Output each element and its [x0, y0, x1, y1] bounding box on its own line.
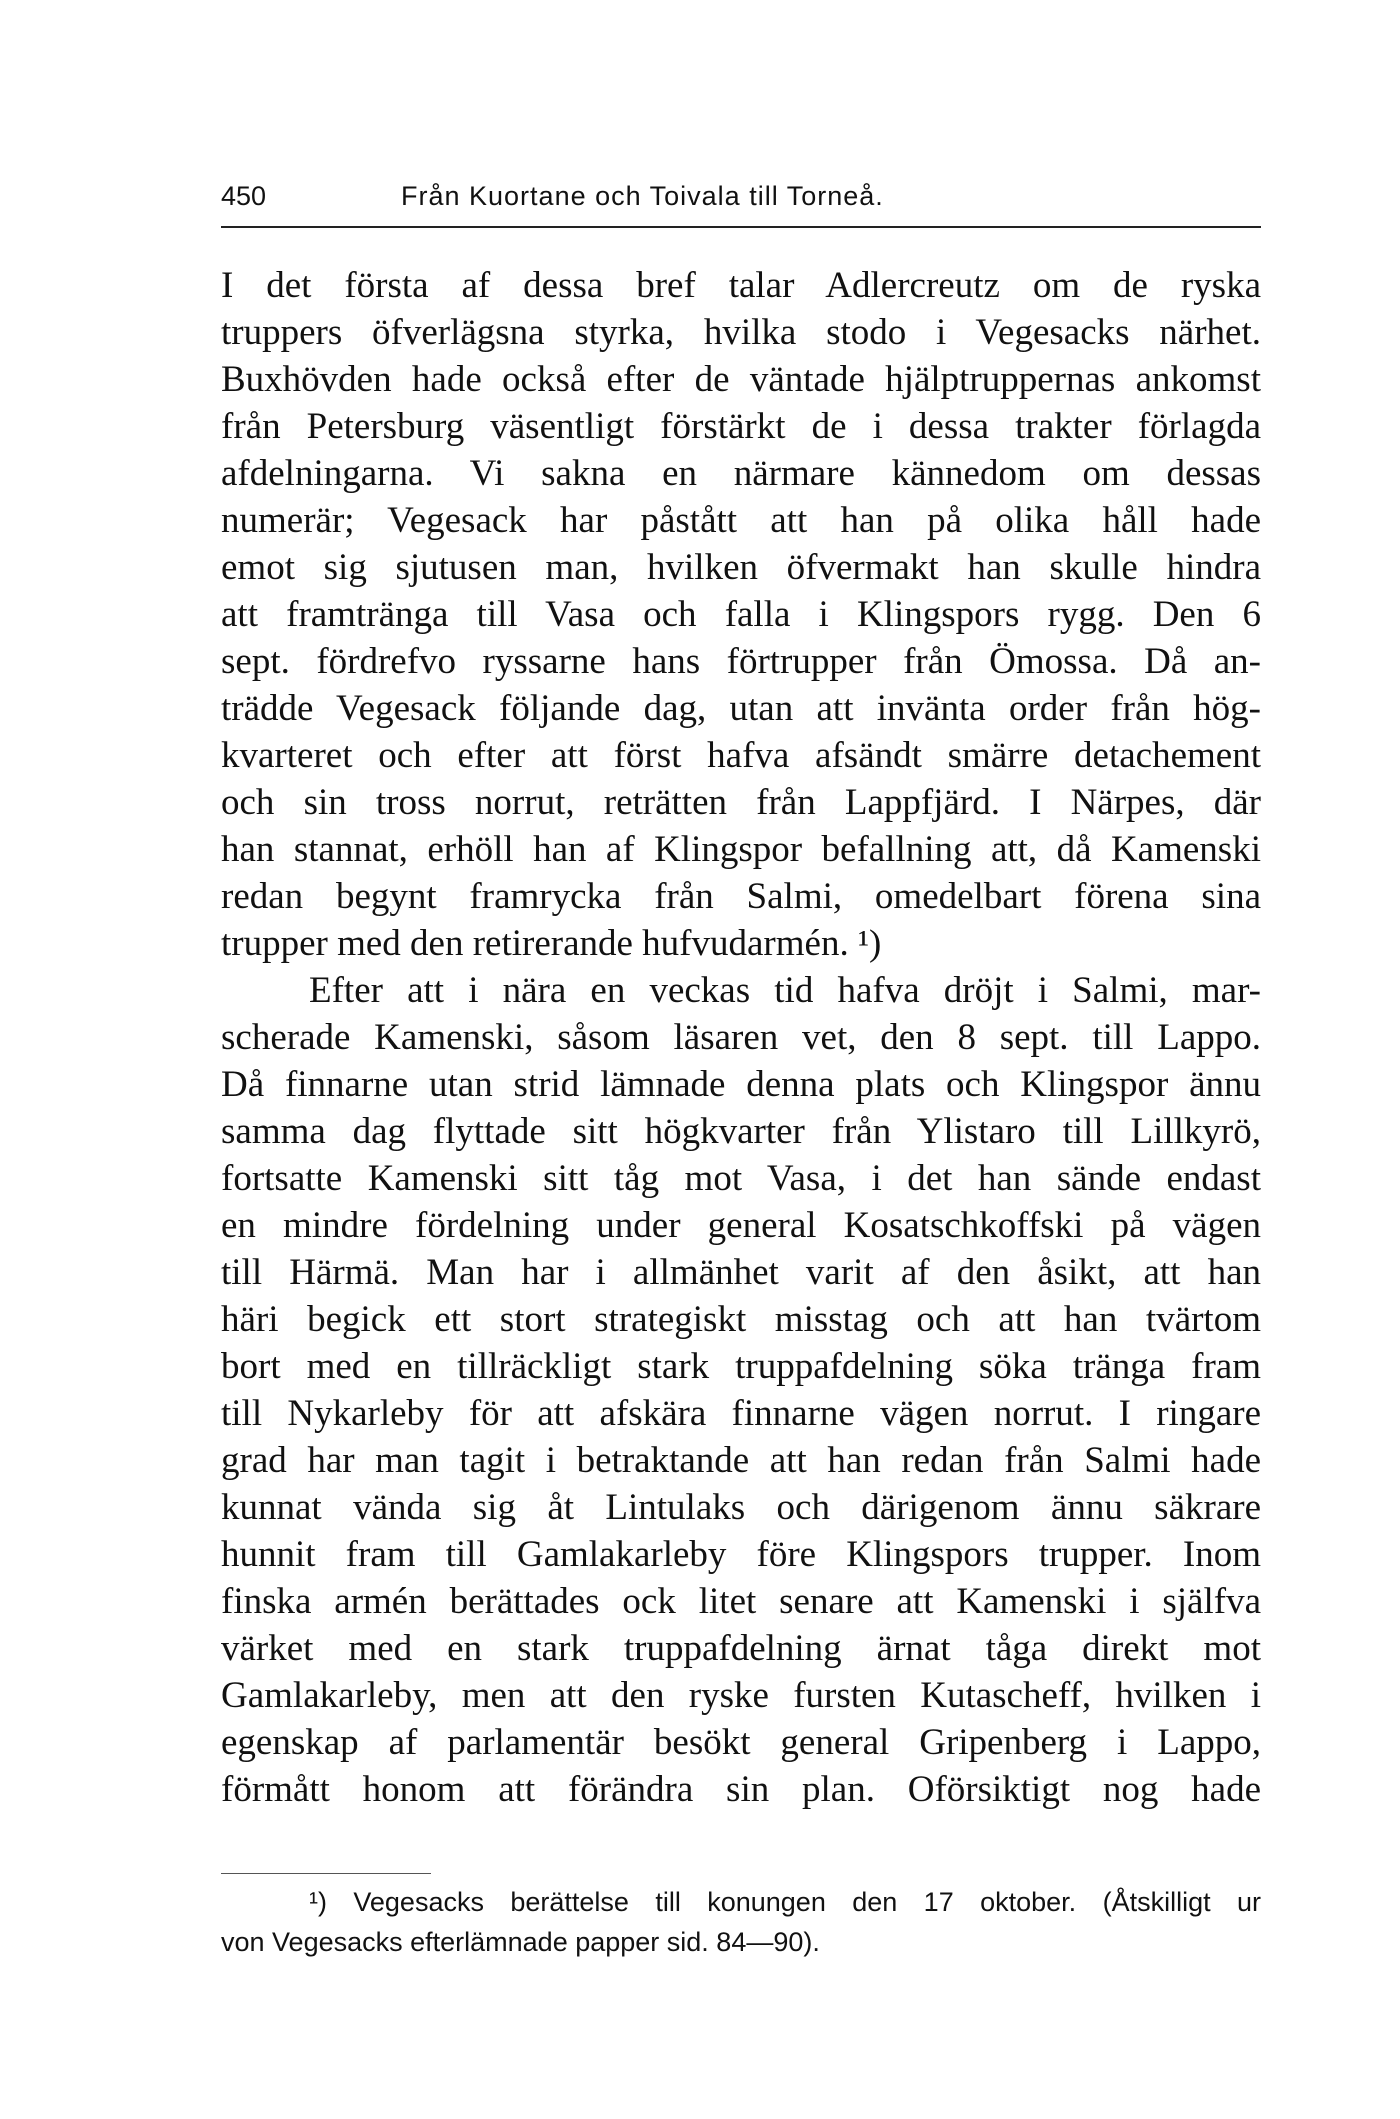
text-line: kunnat vända sig åt Lintulaks och därigenom ännu säkrare — [221, 1487, 1261, 1528]
text-line: häri begick ett stort strategiskt misstag och att han tvärtom — [221, 1299, 1261, 1340]
text-line: trupper med den retirerande hufvudarmén. ¹) — [221, 923, 882, 964]
footnote-line: von Vegesacks efterlämnade papper sid. 84—90). — [221, 1927, 820, 1957]
text-line: grad har man tagit i betraktande att han redan från Salmi hade — [221, 1440, 1261, 1481]
text-line: egenskap af parlamentär besökt general Gripenberg i Lappo, — [221, 1722, 1261, 1763]
text-line: I det första af dessa bref talar Adlercreutz om de ryska — [221, 265, 1261, 306]
header-rule — [221, 226, 1261, 228]
text-line: afdelningarna. Vi sakna en närmare kännedom om dessas — [221, 453, 1261, 494]
text-line: bort med en tillräckligt stark truppafdelning söka tränga fram — [221, 1346, 1261, 1387]
text-line: han stannat, erhöll han af Klingspor befallning att, då Kamenski — [221, 829, 1261, 870]
text-line: redan begynt framrycka från Salmi, omedelbart förena sina — [221, 876, 1261, 917]
page-header — [221, 176, 1261, 216]
text-line: emot sig sjutusen man, hvilken öfvermakt han skulle hindra — [221, 547, 1261, 588]
text-line: hunnit fram till Gamlakarleby före Klingspors trupper. Inom — [221, 1534, 1261, 1575]
text-line: en mindre fördelning under general Kosatschkoffski på vägen — [221, 1205, 1261, 1246]
text-line: numerär; Vegesack har påstått att han på olika håll hade — [221, 500, 1261, 541]
running-title: Från Kuortane och Toivala till Torneå. — [401, 181, 884, 211]
body-text — [221, 262, 1261, 1813]
text-line: finska armén berättades ock litet senare att Kamenski i själfva — [221, 1581, 1261, 1622]
text-line: truppers öfverlägsna styrka, hvilka stodo i Vegesacks närhet. — [221, 312, 1261, 353]
page-number: 450 — [221, 181, 267, 211]
text-line: Gamlakarleby, men att den ryske fursten Kutascheff, hvilken i — [221, 1675, 1261, 1716]
text-line: till Härmä. Man har i allmänhet varit af den åsikt, att han — [221, 1252, 1261, 1293]
text-line: trädde Vegesack följande dag, utan att invänta order från hög- — [221, 688, 1261, 729]
text-line: Buxhövden hade också efter de väntade hjälptruppernas ankomst — [221, 359, 1261, 400]
text-line: till Nykarleby för att afskära finnarne vägen norrut. I ringare — [221, 1393, 1261, 1434]
footnote — [221, 1882, 1261, 1962]
text-line: Då finnarne utan strid lämnade denna plats och Klingspor ännu — [221, 1064, 1261, 1105]
footnote-rule — [221, 1873, 431, 1874]
text-line: Efter att i nära en veckas tid hafva dröjt i Salmi, mar- — [309, 970, 1261, 1011]
text-line: fortsatte Kamenski sitt tåg mot Vasa, i det han sände endast — [221, 1158, 1261, 1199]
text-line: att framtränga till Vasa och falla i Klingspors rygg. Den 6 — [221, 594, 1261, 635]
text-line: och sin tross norrut, reträtten från Lappfjärd. I Närpes, där — [221, 782, 1261, 823]
text-line: förmått honom att förändra sin plan. Oförsiktigt nog hade — [221, 1769, 1261, 1810]
text-line: samma dag flyttade sitt högkvarter från Ylistaro till Lillkyrö, — [221, 1111, 1261, 1152]
text-line: värket med en stark truppafdelning ärnat tåga direkt mot — [221, 1628, 1261, 1669]
text-line: kvarteret och efter att först hafva afsändt smärre detachement — [221, 735, 1261, 776]
text-line: scherade Kamenski, såsom läsaren vet, den 8 sept. till Lappo. — [221, 1017, 1261, 1058]
text-line: från Petersburg väsentligt förstärkt de i dessa trakter förlagda — [221, 406, 1261, 447]
footnote-line: ¹) Vegesacks berättelse till konungen den 17 oktober. (Åtskilligt ur — [309, 1887, 1261, 1917]
text-line: sept. fördrefvo ryssarne hans förtrupper från Ömossa. Då an- — [221, 641, 1261, 682]
